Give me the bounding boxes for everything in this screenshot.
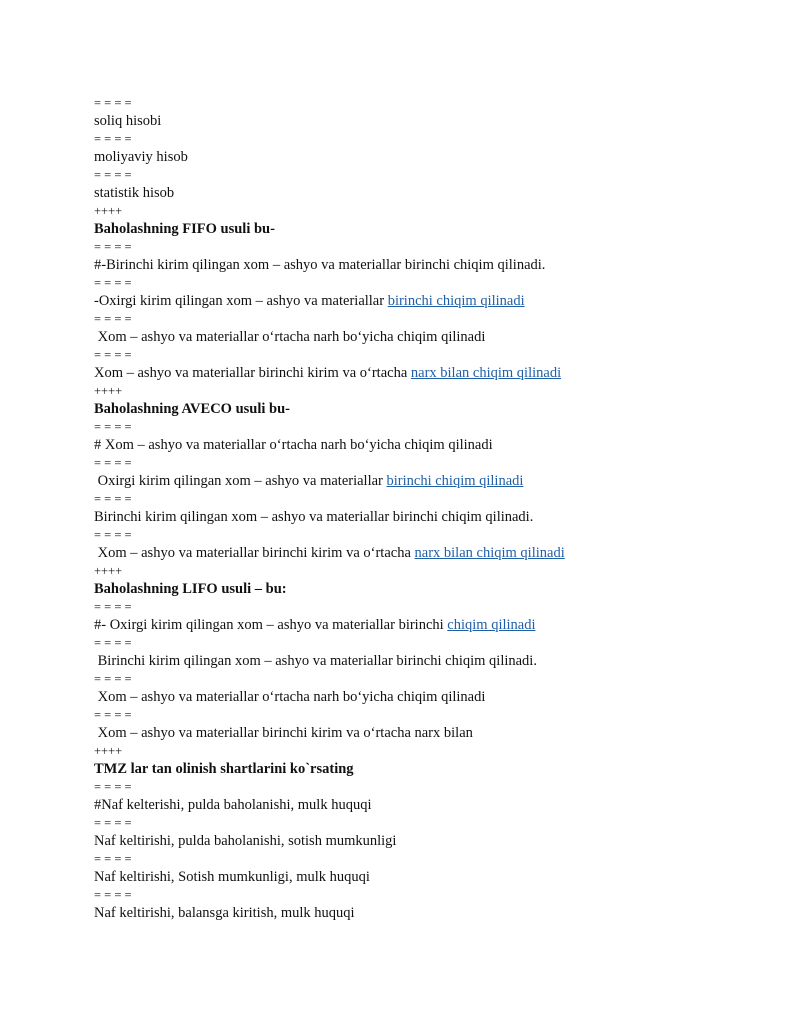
line-text: Xom – ashyo va materiallar o‘rtacha narh bo‘yicha chiqim qilinadi <box>94 689 486 705</box>
line-text: = = = = <box>94 168 132 182</box>
separator-line <box>94 814 734 832</box>
line-text: #-Birinchi kirim qilingan xom – ashyo va materiallar birinchi chiqim qilinadi. <box>94 257 546 273</box>
question-heading <box>94 580 734 598</box>
line-text: moliyaviy hisob <box>94 149 188 165</box>
separator-line <box>94 742 734 760</box>
answer-option <box>94 724 734 742</box>
line-text: Naf keltirishi, balansga kiritish, mulk huquqi <box>94 905 355 921</box>
separator-line <box>94 418 734 436</box>
line-text: = = = = <box>94 600 132 614</box>
line-text: Naf keltirishi, Sotish mumkunligi, mulk huquqi <box>94 869 370 885</box>
answer-option <box>94 472 734 490</box>
line-text: ++++ <box>94 204 123 218</box>
separator-line <box>94 166 734 184</box>
line-text: = = = = <box>94 96 132 110</box>
line-text: = = = = <box>94 636 132 650</box>
line-text: = = = = <box>94 708 132 722</box>
line-text: Birinchi kirim qilingan xom – ashyo va materiallar birinchi chiqim qilinadi. <box>94 653 537 669</box>
answer-option <box>94 256 734 274</box>
line-text: Naf keltirishi, pulda baholanishi, sotish mumkunligi <box>94 833 397 849</box>
line-text: = = = = <box>94 240 132 254</box>
answer-option <box>94 148 734 166</box>
separator-line <box>94 634 734 652</box>
separator-line <box>94 886 734 904</box>
line-text: statistik hisob <box>94 185 175 201</box>
line-text: = = = = <box>94 852 132 866</box>
answer-option <box>94 688 734 706</box>
question-heading <box>94 760 734 778</box>
separator-line <box>94 382 734 400</box>
separator-line <box>94 346 734 364</box>
separator-line <box>94 310 734 328</box>
line-text: #Naf kelterishi, pulda baholanishi, mulk huquqi <box>94 797 372 813</box>
line-text: ++++ <box>94 744 123 758</box>
separator-line <box>94 598 734 616</box>
line-text: Xom – ashyo va materiallar birinchi kirim va o‘rtacha <box>94 545 415 561</box>
hyperlink-text[interactable]: birinchi chiqim qilinadi <box>387 293 525 309</box>
question-heading <box>94 400 734 418</box>
answer-option <box>94 328 734 346</box>
line-text: = = = = <box>94 528 132 542</box>
line-text: Xom – ashyo va materiallar birinchi kirim va o‘rtacha narx bilan <box>94 725 473 741</box>
separator-line <box>94 490 734 508</box>
separator-line <box>94 706 734 724</box>
line-text: = = = = <box>94 492 132 506</box>
answer-option <box>94 652 734 670</box>
answer-option <box>94 184 734 202</box>
answer-option <box>94 112 734 130</box>
answer-option <box>94 868 734 886</box>
answer-option <box>94 544 734 562</box>
answer-option <box>94 832 734 850</box>
separator-line <box>94 130 734 148</box>
separator-line <box>94 778 734 796</box>
line-text: #- Oxirgi kirim qilingan xom – ashyo va materiallar birinchi <box>94 617 448 633</box>
document-body <box>94 94 734 922</box>
hyperlink-text[interactable]: chiqim qilinadi <box>447 617 536 633</box>
separator-line <box>94 850 734 868</box>
line-text: Baholashning AVECO usuli bu- <box>94 401 290 417</box>
line-text: Baholashning FIFO usuli bu- <box>94 221 275 237</box>
separator-line <box>94 562 734 580</box>
line-text: Oxirgi kirim qilingan xom – ashyo va materiallar <box>94 473 387 489</box>
answer-option <box>94 436 734 454</box>
question-heading <box>94 220 734 238</box>
line-text: Xom – ashyo va materiallar o‘rtacha narh bo‘yicha chiqim qilinadi <box>94 329 486 345</box>
line-text: Baholashning LIFO usuli – bu: <box>94 581 287 597</box>
line-text: = = = = <box>94 276 132 290</box>
hyperlink-text[interactable]: narx bilan chiqim qilinadi <box>410 365 562 381</box>
answer-option <box>94 364 734 382</box>
line-text: ++++ <box>94 384 123 398</box>
separator-line <box>94 94 734 112</box>
separator-line <box>94 202 734 220</box>
line-text: = = = = <box>94 888 132 902</box>
line-text: = = = = <box>94 348 132 362</box>
line-text: = = = = <box>94 816 132 830</box>
line-text: = = = = <box>94 456 132 470</box>
answer-option <box>94 904 734 922</box>
hyperlink-text[interactable]: narx bilan chiqim qilinadi <box>414 545 565 561</box>
separator-line <box>94 454 734 472</box>
line-text: # Xom – ashyo va materiallar o‘rtacha narh bo‘yicha chiqim qilinadi <box>94 437 493 453</box>
line-text: -Oxirgi kirim qilingan xom – ashyo va materiallar <box>94 293 388 309</box>
separator-line <box>94 670 734 688</box>
answer-option <box>94 508 734 526</box>
line-text: Birinchi kirim qilingan xom – ashyo va materiallar birinchi chiqim qilinadi. <box>94 509 534 525</box>
line-text: ++++ <box>94 564 123 578</box>
separator-line <box>94 274 734 292</box>
answer-option <box>94 796 734 814</box>
hyperlink-text[interactable]: birinchi chiqim qilinadi <box>386 473 524 489</box>
line-text: = = = = <box>94 780 132 794</box>
separator-line <box>94 526 734 544</box>
line-text: = = = = <box>94 132 132 146</box>
separator-line <box>94 238 734 256</box>
line-text: soliq hisobi <box>94 113 162 129</box>
answer-option <box>94 292 734 310</box>
line-text: = = = = <box>94 672 132 686</box>
line-text: = = = = <box>94 420 132 434</box>
line-text: TMZ lar tan olinish shartlarini ko`rsating <box>94 761 354 777</box>
line-text: = = = = <box>94 312 132 326</box>
answer-option <box>94 616 734 634</box>
line-text: Xom – ashyo va materiallar birinchi kirim va o‘rtacha <box>94 365 411 381</box>
